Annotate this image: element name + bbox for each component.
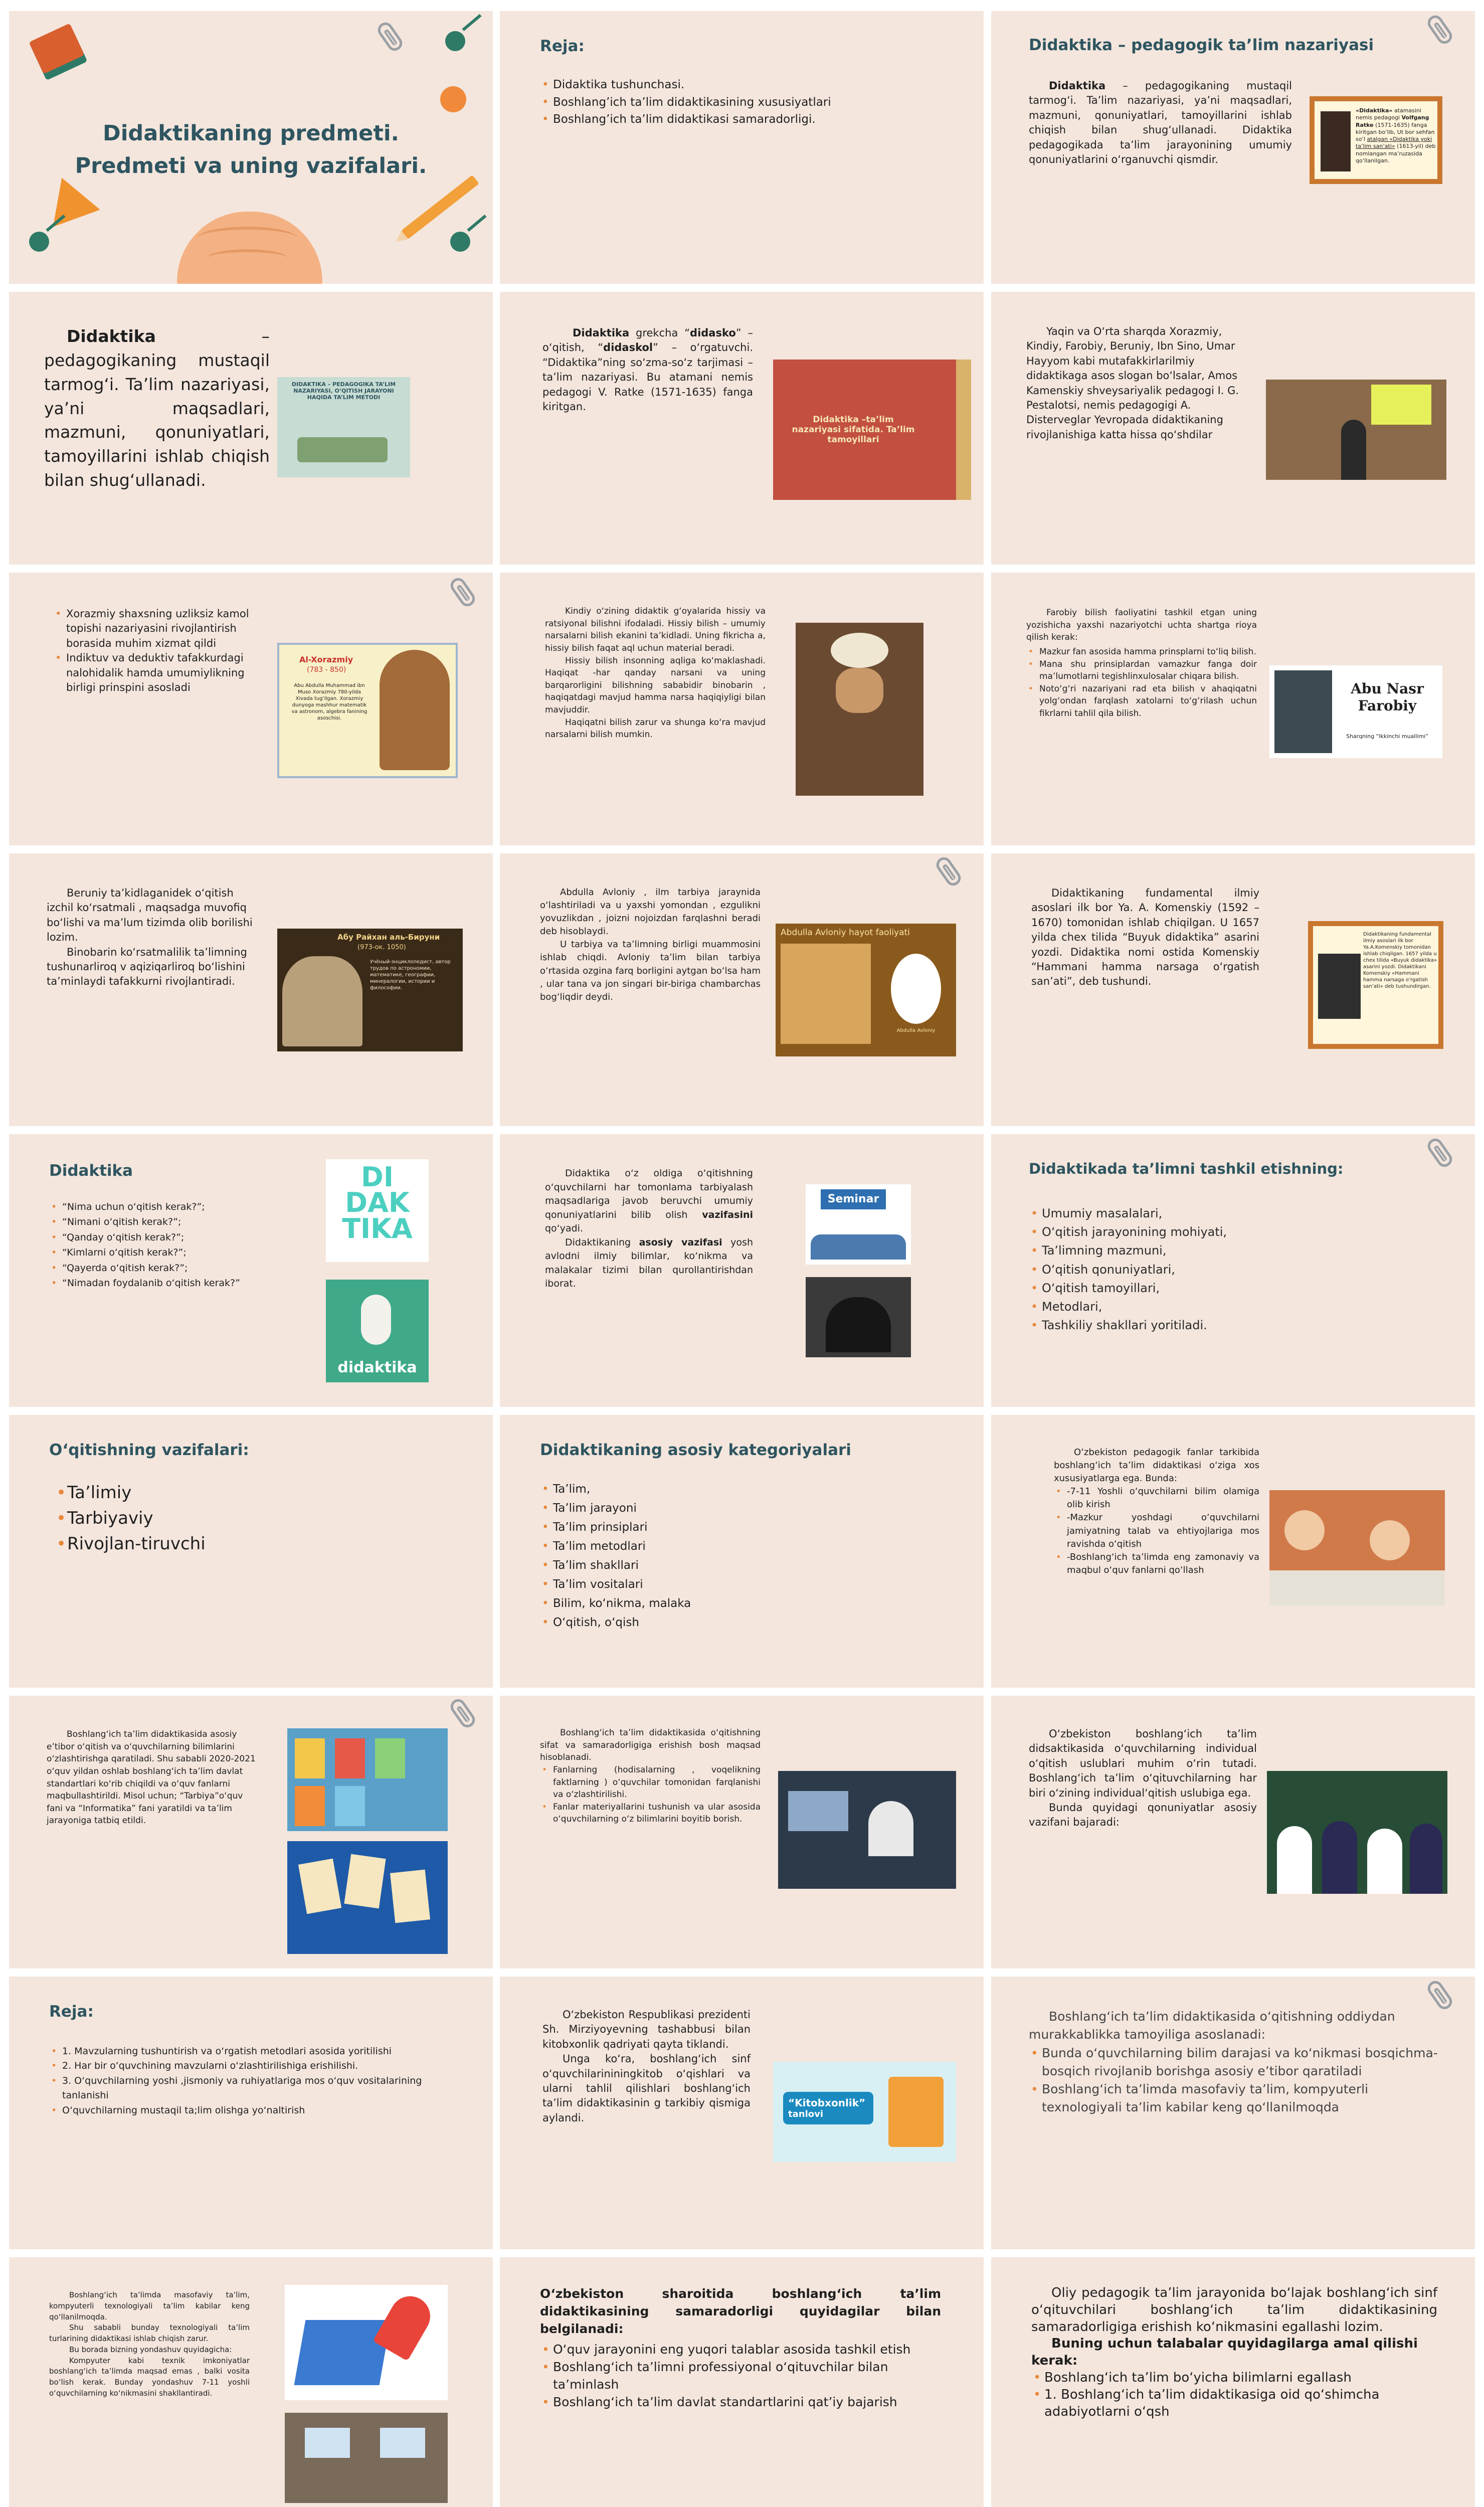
tasks-list	[54, 1480, 206, 1557]
list-item: • Boshlang‘ich ta’lim bo‘yicha bilimlarni egallash	[1031, 2370, 1437, 2387]
principle-text: Boshlang‘ich ta’lim didaktikasida o‘qitishning oddiydan murakkablikka tamoyiliga asoslanadi: • Bunda o‘quvchilarning bilim darajasi va ko‘nikmasi bosqichma-bosqich rivojlanib borishga asosiy e’tibor qaratiladi • Boshlang‘ich ta’limda masofaviy ta’lim, kompyuterli texnologiyali ta’lim kabilar keng qo‘llanilmoqda	[1029, 2008, 1440, 2117]
avloniy-card: Abdulla Avloniy hayot faoliyati Abdulla Avloniy	[776, 924, 956, 1056]
computer-class-image	[285, 2413, 448, 2503]
list-item: • “Nimani o‘qitish kerak?”;	[49, 1214, 240, 1229]
definition-text: Didaktika – pedagogikaning mustaqil tarmog‘i. Ta’lim nazariyasi, ya’ni maqsadlari, mazmuni, qonuniyatlari, tamoyillarini ishlab chiqish bilan shug‘ullanadi.	[44, 326, 270, 490]
slide-plan-2[interactable]	[9, 1977, 493, 2249]
slide-beruniy[interactable]	[9, 853, 493, 1126]
molecule-icon	[445, 31, 465, 51]
didaktika-illustration: didaktika	[326, 1280, 429, 1382]
classroom-image	[1269, 1490, 1445, 1605]
quality-text: Boshlang‘ich ta’lim didaktikasida o‘qitishning sifat va samaradorligiga erishish bosh maqsad hisoblanadi. • Fanlarning (hodisalarning , voqelikning faktlarning ) o‘quvchilar tomonidan farqlanishi va o‘zlashtirilishi. • Fanlar materiyallarini tushunish va ular asosida o‘quvchilarning o‘z bilimlarini boyitib borish.	[540, 1727, 761, 1826]
pupils-computers-image	[778, 1771, 956, 1889]
individual-text: O‘zbekiston boshlang‘ich ta’lim didsaktikasida o‘quvchilarning individual o‘qitish uslublari muhim o‘rin tutadi. Boshlang‘ich ta’lim o‘qituvchilarning har biri o‘zining individual‘qitish uslubiga ega. Bunda quyidagi qonuniyatlar asosiy vazifani bajaradi:	[1029, 1728, 1257, 1829]
list-item: • Bunda o‘quvchilarning bilim darajasi va ko‘nikmasi bosqichma-bosqich rivojlanib borishga asosiy e’tibor qaratiladi	[1029, 2044, 1440, 2081]
list-item: • Boshlang‘ich ta’lim davlat standartlarini qat’iy bajarish	[540, 2393, 941, 2411]
list-item: • Xorazmiy shaxsning uzliksiz kamol topishi nazariyasini rivojlantirish borasida muhim xizmat qildi	[53, 607, 254, 651]
thinkers-text: Yaqin va O‘rta sharqda Xorazmiy, Kindiy, Farobiy, Beruniy, Ibn Sino, Umar Hayyom kabi mutafakkirlarilmiy didaktikaga asos slogan bo‘lsalar, Amos Kamenskiy shveysariyalik pedagogi I. G. Pestalotsi, nemis pedagogigi A. Disterveglar Yevropada didaktikaning rivojlanishiga katta hissa qo‘shdilar	[1026, 325, 1239, 441]
textbooks-image	[287, 1728, 448, 1831]
slide-standards[interactable]	[9, 1696, 493, 1968]
slide-organization[interactable]	[991, 1134, 1475, 1407]
beruniy-text: Beruniy ta’kidlaganidek o‘qitish izchil ko‘rsatmali , maqsadga muvofiq bo‘lishi va ma’lum tizimda olib borilishi lozim. Binobarin ko‘rsatmalilik ta’limning tushunarliroq v aqiziqarliroq bo‘lishini ta’minlaydi tafakkurni rivojlantiradi.	[47, 887, 253, 988]
xorazmiy-card: Al-Xorazmiy (783 - 850) Abu Abdulla Muhammad ibn Muso Xorazmiy 780-yilda Xivada tug‘ilgan. Xorazmiy dunyoga mashhur matematik va astronom, algebra fanining asoschisi.	[277, 643, 458, 778]
slide-simple-to-complex[interactable]	[991, 1977, 1475, 2249]
list-item: • O‘qitish qonuniyatlari,	[1029, 1261, 1227, 1279]
slide-didactics-task[interactable]	[500, 1134, 984, 1407]
slide-heading: Didaktika	[49, 1162, 133, 1180]
slide-title-text: Didaktikaning predmeti. Predmeti va uning vazifalari.	[75, 121, 427, 178]
slide-heading: Didaktika – pedagogik ta’lim nazariyasi	[1029, 36, 1374, 54]
paperclip-icon	[448, 1696, 478, 1730]
books-icon	[29, 23, 84, 74]
slide-didactics-branch[interactable]	[9, 292, 493, 565]
list-item: • -7-11 Yoshli o‘quvchilarni bilim olamiga olib kirish	[1054, 1485, 1259, 1511]
definition-text: Didaktika – pedagogikaning mustaqil tarmog‘i. Ta’lim nazariyasi, ya’ni maqsadlari, mazmuni, qonuniyatlari, tamoyillarini ishlab chiqish bilan shug‘ullanadi. Didaktika pedagogikada ta’lim jarayonining umumiy qonuniyatlarini o‘rganuvchi qismdir.	[1029, 80, 1292, 165]
slide-avloniy[interactable]	[500, 853, 984, 1126]
list-item: • 3. O‘quvchilarning yoshi ,jismoniy va ruhiyatlariga mos o‘quv vositalarining tanlanishi	[49, 2074, 450, 2103]
plan-list	[49, 2044, 450, 2118]
list-item: • 1. Mavzularning tushuntirish va o‘rgatish metodlari asosida yoritilishi	[49, 2044, 450, 2059]
slide-distance-learning[interactable]	[9, 2257, 493, 2507]
komenskiy-text: Didaktikaning fundamental ilmiy asoslari ilk bor Ya. A. Komenskiy (1592 – 1670) tomonidan ishlab chiqilgan. U 1657 yilda chex tilida “Buyuk didaktika” asarini yozdi. Didaktika nomi ostida Komenskiy “Hammani hamma narsaga o‘rgatish san’ati”, deb tushundi.	[1031, 887, 1259, 988]
list-item: • Boshlang’ich ta’lim didaktikasining xususiyatlari	[540, 94, 831, 111]
paperclip-icon	[934, 854, 964, 888]
paperclip-icon	[448, 575, 478, 609]
xorazmiy-list	[53, 607, 254, 695]
distance-text: Boshlang‘ich ta’limda masofaviy ta’lim, kompyuterli texnologiyali ta’lim kabilar keng qo‘llanilmoqda. Shu sababli bunday texnologiyali ta’lim turlarining didaktikasi ishlab chiqish zarur. Bu borada bizning yondashuv quyidagicha: Kompyuter kabi texnik imkoniyatlar boshlang‘ich ta’limda maqsad emas , balki vosita bo‘lish kerak. Bunday yondashuv 7-11 yoshli o‘quvchilarning ko‘nikmasini shakllantiradi.	[49, 2290, 250, 2398]
list-item: • Ta’lim vositalari	[540, 1575, 691, 1594]
slide-future-teachers[interactable]	[991, 2257, 1475, 2507]
slide-didactics-theory[interactable]	[991, 11, 1475, 284]
slide-xorazmiy[interactable]	[9, 573, 493, 845]
questions-list	[49, 1199, 240, 1291]
komenskiy-card: Didaktikaning fundamental ilmiy asoslari ilk bor Ya.A.Komenskiy tomonidan ishlab chiqilgan. 1657 yilda u chex tilida «Buyuk didaktika» asarini yozdi. Didaktikani Komenskiy «Hammani hamma narsaga o‘rgatish san’ati» deb tushundirgan.	[1308, 921, 1443, 1049]
slide-kindiy[interactable]	[500, 573, 984, 845]
organization-list	[1029, 1204, 1227, 1335]
slide-categories[interactable]	[500, 1415, 984, 1688]
task-text: Didaktika o‘z oldiga o‘qitishning o‘quvchilarni har tomonlama tarbiyalash maqsadlariga javob beruvchi umumiy qonuniyatlarini bilib olish vazifasini qo‘yadi. Didaktikaning asosiy vazifasi yosh avlodni ilmiy bilimlar, ko‘nikma va malakalar tizimi bilan qurollantirishdan iborat.	[545, 1168, 753, 1290]
slide-plan[interactable]	[500, 11, 984, 284]
molecule-icon	[29, 232, 49, 252]
list-item: • 1. Boshlang‘ich ta’lim didaktikasiga oid qo‘shimcha adabiyotlarni o‘qsh	[1031, 2387, 1437, 2421]
plan-list	[540, 76, 831, 128]
list-item: • Ta’limning mazmuni,	[1029, 1241, 1227, 1260]
slide-quality[interactable]	[500, 1696, 984, 1968]
categories-list	[540, 1480, 691, 1633]
list-item: • -Boshlang‘ich ta’limda eng zamonaviy va maqbul o‘quv fanlarni qo‘llash	[1054, 1551, 1259, 1577]
didaktika-logo: DI DAK TIKA	[326, 1159, 429, 1262]
list-item: • “Qayerda o‘qitish kerak?”;	[49, 1261, 240, 1276]
apple-icon	[440, 86, 466, 112]
list-item: • Indiktuv va deduktiv tafakkurdagi nalohidalik hamda umumiylikning birligi prinspini asosladi	[53, 651, 254, 695]
pupils-image	[1267, 1771, 1447, 1894]
list-item: • O‘quvchilarning mustaqil ta;lim olishga yo‘naltirish	[49, 2103, 450, 2118]
kitobxonlik-banner: “Kitobxonlik” tanlovi	[773, 2062, 956, 2162]
list-item: • Rivojlan-tiruvchi	[54, 1531, 206, 1557]
graduates-image	[806, 1277, 911, 1357]
list-item: • Boshlang‘ich ta’limda masofaviy ta’lim, kompyuterli texnologiyali ta’lim kabilar keng qo‘llanilmoqda	[1029, 2080, 1440, 2117]
list-item: • Umumiy masalalari,	[1029, 1204, 1227, 1223]
list-item: • Bilim, ko‘nikma, malaka	[540, 1594, 691, 1614]
origin-text: Didaktika grekcha “didasko” – o‘qitish, “didaskol” – o‘rgatuvchi. “Didaktika”ning so‘zma-so‘z tarjimasi – ta’lim nazariyasi. Bu atamani nemis pedagogi V. Ratke (1571-1635) fanga kiritgan.	[542, 327, 753, 413]
slide-primary-features[interactable]	[991, 1415, 1475, 1688]
list-item: • 2. Har bir o‘quvchining mavzularni o‘zlashtirilishiga erishilishi.	[49, 2059, 450, 2073]
list-item: • -Mazkur yoshdagi o‘quvchilarni jamiyatning talab va ehtiyojlariga mos ravishda o‘qitish	[1054, 1511, 1259, 1550]
slide-farobiy[interactable]	[991, 573, 1475, 845]
avloniy-text: Abdulla Avloniy , ilm tarbiya jaraynida o‘lashtiriladi va u yaxshi yomondan , ezgulikni yovuzlikdan , joizni nojoizdan farqlashni beradi deb hisoblaydi. U tarbiya va ta’limning birligi muammosini ishlab chiqdi. Avloniy ta’lim bilan tarbiya o‘rtasida ozgina farq borligini aytgan bo‘lsa ham , ular tana va jon singari bir-biriga chambarchas bog‘liqdir deydi.	[540, 887, 761, 1002]
beruniy-card: Абу Райхан аль-Бируни (973-ок. 1050) Учёный-энциклопедист, автор трудов по астрономии, математике, географии, минералогии, истории и философии.	[277, 929, 463, 1051]
slide-individual[interactable]	[991, 1696, 1475, 1968]
paperclip-icon	[375, 20, 405, 54]
list-item: • O‘qitish tamoyillari,	[1029, 1279, 1227, 1298]
list-item: • “Qanday o‘qitish kerak?”;	[49, 1230, 240, 1245]
list-item: • Ta’lim,	[540, 1480, 691, 1499]
list-item: • Tarbiyaviy	[54, 1506, 206, 1531]
slide-didactics-origin[interactable]	[500, 292, 984, 565]
list-item: • Mana shu prinsiplardan vamazkur fanga doir ma’lumotlarni tegishlinxulosalar chiqara bilish.	[1026, 658, 1257, 683]
list-item: • Ta’lim shakllari	[540, 1556, 691, 1575]
list-item: • Fanlarning (hodisalarning , voqelikning faktlarning ) o‘quvchilar tomonidan farqlanishi va o‘zlashtirilishi.	[540, 1764, 761, 1801]
list-item: • “Nima uchun o‘qitish kerak?”;	[49, 1199, 240, 1214]
slide-reading[interactable]	[500, 1977, 984, 2249]
slide-east-thinkers[interactable]	[991, 292, 1475, 565]
slide-didactics-questions[interactable]	[9, 1134, 493, 1407]
brain-illustration	[177, 212, 322, 284]
slide-heading: Reja:	[540, 37, 585, 55]
slide-efficiency[interactable]	[500, 2257, 984, 2507]
list-item: • Tashkiliy shakllari yoritiladi.	[1029, 1316, 1227, 1335]
list-item: • Didaktika tushunchasi.	[540, 76, 831, 94]
features-text: O‘zbekiston pedagogik fanlar tarkibida boshlang‘ich ta’lim didaktikasi o‘ziga xos xususiyatlarga ega. Bunda: • -7-11 Yoshli o‘quvchilarni bilim olamiga olib kirish • -Mazkur yoshdagi o‘quvchilarni jamiyatning talab va ehtiyojlariga mos ravishda o‘qitish • -Boshlang‘ich ta’limda eng zamonaviy va maqbul o‘quv fanlarni qo‘llash	[1054, 1446, 1259, 1577]
paperclip-icon	[1425, 13, 1455, 47]
list-item: • Ta’limiy	[54, 1480, 206, 1506]
slide-teaching-tasks[interactable]	[9, 1415, 493, 1688]
efficiency-text: O‘zbekiston sharoitida boshlang‘ich ta’lim didaktikasining samaradorligi quyidagilar bilan belgilanadi: • O‘quv jarayonini eng yuqori talablar asosida tashkil etish • Boshlang‘ich ta’limni professiyonal o‘qituvchilar bilan ta’minlash • Boshlang‘ich ta’lim davlat standartlarini qat’iy bajarish	[540, 2285, 941, 2411]
list-item: • O‘qitish, o‘qish	[540, 1614, 691, 1633]
molecule-icon	[450, 232, 470, 252]
book-image: Didaktika –ta’lim nazariyasi sifatida. Ta’lim tamoyillari	[773, 360, 971, 500]
list-item: • Ta’lim jarayoni	[540, 1499, 691, 1518]
textbooks-image-2	[287, 1841, 448, 1954]
list-item: • O‘qitish jarayonining mohiyati,	[1029, 1223, 1227, 1241]
slide-heading: Didaktikaning asosiy kategoriyalari	[540, 1441, 851, 1459]
list-item: • Ta’lim metodlari	[540, 1537, 691, 1556]
illustration-image: DIDAKTIKA – PEDAGOGIKA TA’LIM NAZARIYASI, O‘QITISH JARAYONI HAQIDA TA’LIM METODI	[277, 377, 410, 477]
library-image	[1266, 380, 1446, 480]
kindiy-text: Kindiy o‘zining didaktik g‘oyalarida hissiy va ratsiyonal bilishni ifodaladi. Hissiy bilish – umumiy narsalarni bilish ekanini ta’kidladi. Uning fikricha a, hissiy bilish faqat aql uchun material beradi. Hissiy bilish insonning aqliga ko‘maklashadi. Haqiqat -har qanday narsani va uning barqarorligini bilishning sababidir binobarin , haqiqatdagi mavjud hamma narsa haqiqiyligi bilan mavjuddir. Haqiqatni bilish zarur va shunga ko‘ra mavjud narsalarni bilish mumkin.	[545, 606, 766, 740]
standards-text: Boshlang‘ich ta’lim didaktikasida asosiy e’tibor o‘qitish va o‘quvchilarning bilimlarini o‘zlashtirishga qaratiladi. Shu sababli 2020-2021 o‘quv yildan oshlab boshlang‘ich ta’lim davlat standartlari ko‘rib chiqildi va o‘quv fanlarni maqbullashtirildi. Misol uchun; “Tarbiya”o‘quv fani va “Informatika” fani yaratildi va ta’lim jarayoniga tatbiq etildi.	[47, 1729, 256, 1826]
farobiy-text: Farobiy bilish faoliyatini tashkil etgan uning yozishicha yaxshi nazariyotchi uchta shartga rioya qilish kerak: • Mazkur fan asosida hamma prinsplarni to‘liq bilish. • Mana shu prinsiplardan vamazkur fanga doir ma’lumotlarni tegishlinxulosalar chiqara bilish. • Noto‘g‘ri nazariyani rad eta bilish v ahaqiqatni yolg‘ondan farqlash xatolarni to‘g‘rilash uchun fikrlarni tahlil qila bilish.	[1026, 607, 1257, 720]
list-item: • “Kimlarni o‘qitish kerak?”;	[49, 1245, 240, 1260]
slide-heading: Reja:	[49, 2003, 94, 2021]
ratke-card: «Didaktika» atamasini nemis pedagogi Volfgang Ratke (1571-1635) fanga kiritgan bo‘lib, Ut bor sehfan so‘l atalgan «Didaktika yoki ta’lim san’ati» (1613-yil) deb nomlangan ma’ruzasida qo‘llanilgan.	[1310, 96, 1442, 184]
slide-komenskiy[interactable]	[991, 853, 1475, 1126]
paperclip-icon	[1425, 1136, 1455, 1170]
kindiy-portrait	[796, 623, 923, 796]
slide-heading: Didaktikada ta’limni tashkil etishning:	[1029, 1160, 1344, 1177]
paperclip-icon	[1425, 1978, 1455, 2012]
list-item: • Boshlang‘ich ta’limni professiyonal o‘qituvchilar bilan ta’minlash	[540, 2358, 941, 2393]
reading-text: O‘zbekiston Respublikasi prezidenti Sh. Mirziyoyevning tashabbusi bilan kitobxonlik qadriyati qayta tiklandi. Unga ko‘ra, boshlang‘ich sinf o‘quvchilarininingkitob o‘qishlari va ularni tahlil qilishlari boshlang‘ich ta’lim didaktikasinin g tarkibiy qismiga aylandi.	[542, 2009, 751, 2124]
list-item: • Fanlar materiyallarini tushunish va ular asosida o‘quvchilarning o‘z bilimlarini boyitib borish.	[540, 1801, 761, 1826]
future-teachers-text: Oliy pedagogik ta’lim jarayonida bo‘lajak boshlang‘ich sinf o‘qituvchilari boshlang‘ich ta’lim didaktikasining samaradorligiga erishish ko‘nikmasini egallashi lozim. Buning uchun talabalar quyidagilarga amal qilishi kerak: • Boshlang‘ich ta’lim bo‘yicha bilimlarni egallash • 1. Boshlang‘ich ta’lim didaktikasiga oid qo‘shimcha adabiyotlarni o‘qsh	[1031, 2285, 1437, 2420]
slide-heading: O‘qitishning vazifalari:	[49, 1441, 249, 1459]
list-item: • “Nimadan foydalanib o‘qitish kerak?”	[49, 1276, 240, 1291]
list-item: • Metodlari,	[1029, 1298, 1227, 1316]
list-item: • Ta’lim prinsiplari	[540, 1518, 691, 1537]
list-item: • Mazkur fan asosida hamma prinsplarni to‘liq bilish.	[1026, 646, 1257, 658]
portrait-image	[1321, 111, 1351, 171]
list-item: • O‘quv jarayonini eng yuqori talablar asosida tashkil etish	[540, 2341, 941, 2358]
seminar-image: Seminar	[806, 1184, 911, 1265]
list-item: • Noto‘g‘ri nazariyani rad eta bilish v ahaqiqatni yolg‘ondan farqlash xatolarni to‘g‘rilash uchun fikrlarni tahlil qila bilish.	[1026, 683, 1257, 720]
farobiy-card: Abu Nasr Farobiy Sharqning “Ikkinchi muallimi”	[1269, 665, 1442, 758]
slide-title[interactable]	[9, 11, 493, 284]
laptop-rocket-image	[285, 2285, 448, 2400]
list-item: • Boshlang’ich ta’lim didaktikasi samaradorligi.	[540, 111, 831, 128]
